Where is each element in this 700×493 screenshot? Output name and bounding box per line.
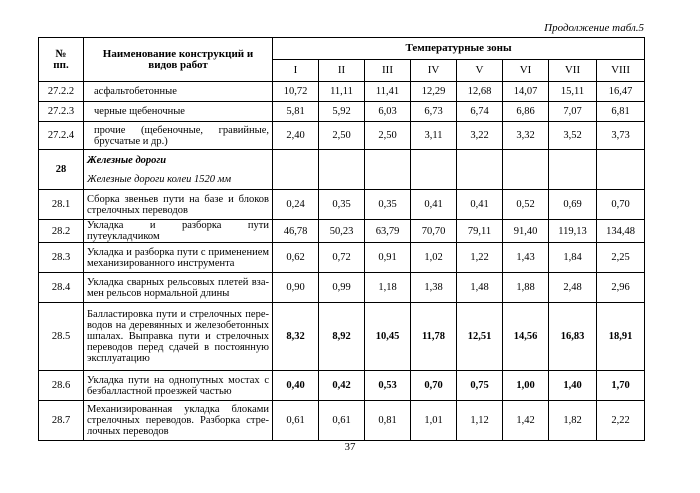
zone-value: 3,73 xyxy=(597,122,645,150)
row-number: 28.6 xyxy=(39,371,84,401)
zone-value xyxy=(597,150,645,190)
zone-value: 8,32 xyxy=(273,303,319,371)
table-row xyxy=(39,371,645,401)
zone-value: 0,61 xyxy=(273,401,319,441)
zone-value: 11,41 xyxy=(365,82,411,102)
zone-value: 12,51 xyxy=(457,303,503,371)
zone-value: 1,48 xyxy=(457,273,503,303)
table-row xyxy=(39,220,645,243)
zone-value: 11,78 xyxy=(411,303,457,371)
row-name: черные щебеночные xyxy=(84,102,273,122)
zone-value: 12,29 xyxy=(411,82,457,102)
zone-value: 63,79 xyxy=(365,220,411,243)
zone-header: I xyxy=(273,60,319,82)
zone-value: 1,70 xyxy=(597,371,645,401)
table-row xyxy=(39,243,645,273)
zone-value: 0,72 xyxy=(319,243,365,273)
zone-value: 1,18 xyxy=(365,273,411,303)
table-row xyxy=(39,82,645,102)
zone-value: 2,48 xyxy=(549,273,597,303)
zone-value: 0,61 xyxy=(319,401,365,441)
zone-value: 16,83 xyxy=(549,303,597,371)
zone-value: 0,35 xyxy=(365,190,411,220)
row-name: асфальтобетонные xyxy=(84,82,273,102)
zone-value: 2,96 xyxy=(597,273,645,303)
zone-value: 2,50 xyxy=(319,122,365,150)
zone-value: 0,40 xyxy=(273,371,319,401)
row-name xyxy=(84,150,273,190)
temperature-zones-table xyxy=(38,37,645,441)
table-row xyxy=(39,401,645,441)
zone-value: 2,25 xyxy=(597,243,645,273)
zone-value: 3,32 xyxy=(503,122,549,150)
zone-value: 0,75 xyxy=(457,371,503,401)
table-row xyxy=(39,303,645,371)
zone-value xyxy=(319,150,365,190)
zone-value: 6,73 xyxy=(411,102,457,122)
zone-header: V xyxy=(457,60,503,82)
row-number: 28.4 xyxy=(39,273,84,303)
zone-value xyxy=(365,150,411,190)
zone-value: 0,81 xyxy=(365,401,411,441)
zone-value: 0,35 xyxy=(319,190,365,220)
zone-value: 134,48 xyxy=(597,220,645,243)
zone-value: 1,88 xyxy=(503,273,549,303)
zone-value: 0,41 xyxy=(457,190,503,220)
row-number: 28.1 xyxy=(39,190,84,220)
zone-value: 0,90 xyxy=(273,273,319,303)
zone-value: 1,40 xyxy=(549,371,597,401)
zone-value: 14,56 xyxy=(503,303,549,371)
header-zones-title: Температурные зоны xyxy=(273,38,645,60)
row-number: 27.2.3 xyxy=(39,102,84,122)
zone-value xyxy=(411,150,457,190)
zone-value: 0,62 xyxy=(273,243,319,273)
zone-value: 91,40 xyxy=(503,220,549,243)
zone-value xyxy=(273,150,319,190)
zone-value: 1,22 xyxy=(457,243,503,273)
zone-value: 1,01 xyxy=(411,401,457,441)
zone-value: 0,42 xyxy=(319,371,365,401)
zone-value: 14,07 xyxy=(503,82,549,102)
zone-header: III xyxy=(365,60,411,82)
zone-value: 10,45 xyxy=(365,303,411,371)
zone-value: 5,81 xyxy=(273,102,319,122)
zone-value: 79,11 xyxy=(457,220,503,243)
zone-value: 1,38 xyxy=(411,273,457,303)
zone-header: VI xyxy=(503,60,549,82)
zone-value: 6,81 xyxy=(597,102,645,122)
table-continuation-note: Продолжение табл.5 xyxy=(544,22,644,34)
row-name: прочие (щебеночные, гравийные, брусчатые и др.) xyxy=(84,122,273,150)
table-row xyxy=(39,190,645,220)
row-number: 28.7 xyxy=(39,401,84,441)
zone-value: 6,03 xyxy=(365,102,411,122)
zone-value: 5,92 xyxy=(319,102,365,122)
zone-value: 1,12 xyxy=(457,401,503,441)
row-name: Балластировка пути и стрелочных пере-водов на деревянных и железобетонных шпалах. Выправка пути и стрелочных переводов перед сдачей в постоянную эксплуатацию xyxy=(84,303,273,371)
zone-header: VII xyxy=(549,60,597,82)
zone-value: 46,78 xyxy=(273,220,319,243)
zone-value: 16,47 xyxy=(597,82,645,102)
zone-value: 3,52 xyxy=(549,122,597,150)
row-name: Механизированная укладка блоками стрелочных переводов. Разборка стре-лочных переводов xyxy=(84,401,273,441)
zone-value xyxy=(503,150,549,190)
zone-value: 6,86 xyxy=(503,102,549,122)
table-row xyxy=(39,102,645,122)
zone-value: 1,42 xyxy=(503,401,549,441)
header-num: № пп. xyxy=(39,38,84,82)
zone-value: 0,41 xyxy=(411,190,457,220)
zone-value: 15,11 xyxy=(549,82,597,102)
zone-header: IV xyxy=(411,60,457,82)
row-name: Укладка пути на однопутных мостах с безбалластной проезжей частью xyxy=(84,371,273,401)
row-name: Укладка и разборка пути путеукладчиком xyxy=(84,220,273,243)
row-name: Укладка сварных рельсовых плетей вза-мен рельсов нормальной длины xyxy=(84,273,273,303)
zone-value: 0,52 xyxy=(503,190,549,220)
zone-value: 0,24 xyxy=(273,190,319,220)
row-number: 27.2.2 xyxy=(39,82,84,102)
zone-value: 1,82 xyxy=(549,401,597,441)
zone-value: 10,72 xyxy=(273,82,319,102)
zone-value: 2,50 xyxy=(365,122,411,150)
section-title: Железные дороги xyxy=(87,154,167,166)
row-number: 28.3 xyxy=(39,243,84,273)
zone-value: 0,70 xyxy=(597,190,645,220)
zone-value: 50,23 xyxy=(319,220,365,243)
zone-value: 2,40 xyxy=(273,122,319,150)
row-number: 28 xyxy=(39,150,84,190)
zone-value: 7,07 xyxy=(549,102,597,122)
zone-value: 1,00 xyxy=(503,371,549,401)
row-number: 28.5 xyxy=(39,303,84,371)
zone-value: 0,70 xyxy=(411,371,457,401)
zone-value xyxy=(549,150,597,190)
row-name: Укладка и разборка пути с применением механизированного инструмента xyxy=(84,243,273,273)
zone-value: 18,91 xyxy=(597,303,645,371)
zone-value: 0,91 xyxy=(365,243,411,273)
zone-value: 3,11 xyxy=(411,122,457,150)
zone-value: 1,84 xyxy=(549,243,597,273)
table-row xyxy=(39,150,645,190)
zone-value: 1,43 xyxy=(503,243,549,273)
zone-value: 119,13 xyxy=(549,220,597,243)
zone-value: 8,92 xyxy=(319,303,365,371)
zone-value: 11,11 xyxy=(319,82,365,102)
zone-value xyxy=(457,150,503,190)
row-name: Сборка звеньев пути на базе и блоков стрелочных переводов xyxy=(84,190,273,220)
zone-header: II xyxy=(319,60,365,82)
zone-value: 1,02 xyxy=(411,243,457,273)
row-number: 28.2 xyxy=(39,220,84,243)
zone-value: 0,99 xyxy=(319,273,365,303)
zone-header: VIII xyxy=(597,60,645,82)
header-name: Наименование конструкций и видов работ xyxy=(84,38,273,82)
zone-value: 6,74 xyxy=(457,102,503,122)
table-row xyxy=(39,122,645,150)
zone-value: 2,22 xyxy=(597,401,645,441)
zone-value: 3,22 xyxy=(457,122,503,150)
zone-value: 70,70 xyxy=(411,220,457,243)
zone-value: 0,69 xyxy=(549,190,597,220)
zone-value: 0,53 xyxy=(365,371,411,401)
zone-value: 12,68 xyxy=(457,82,503,102)
row-number: 27.2.4 xyxy=(39,122,84,150)
section-subtitle: Железные дороги колеи 1520 мм xyxy=(87,173,232,185)
page-number: 37 xyxy=(344,441,356,453)
table-row xyxy=(39,273,645,303)
